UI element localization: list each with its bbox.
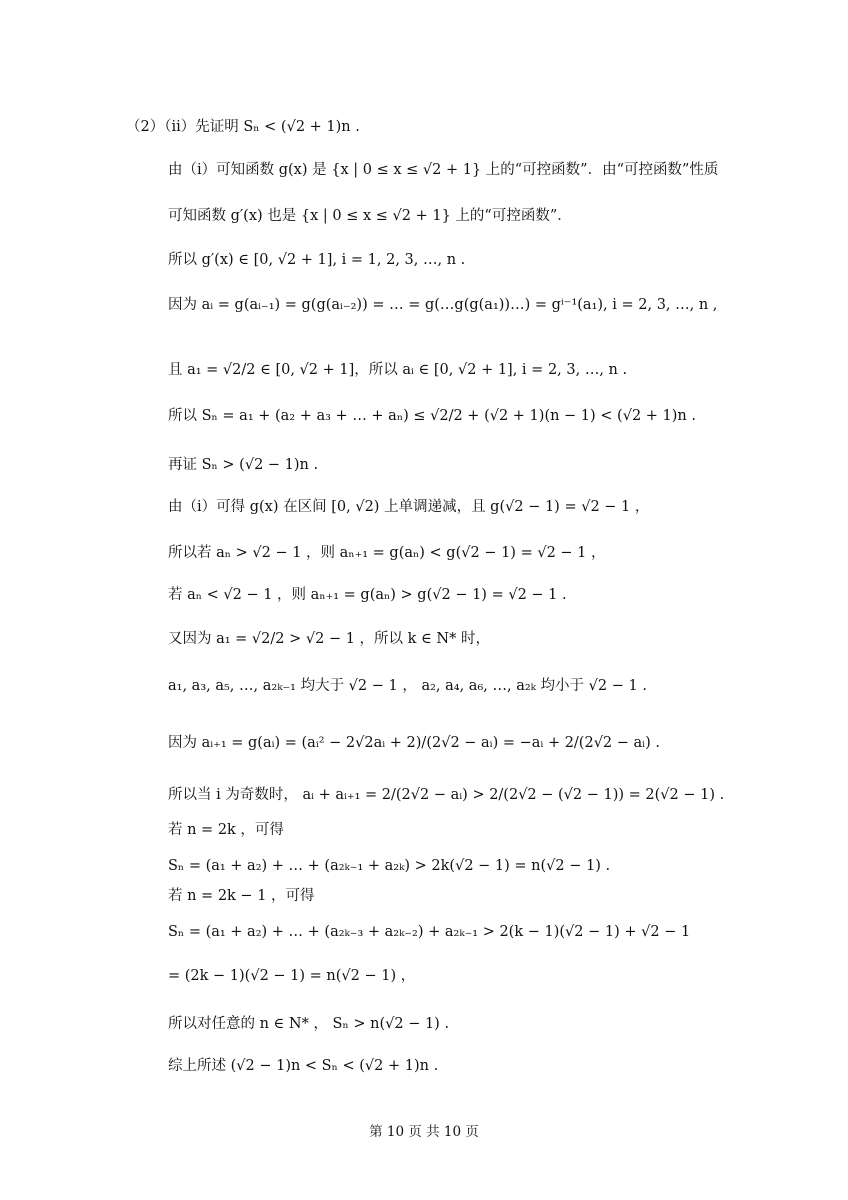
text-line: 因为 aᵢ₊₁ = g(aᵢ) = (aᵢ² − 2√2aᵢ + 2)/(2√2 − aᵢ) = −aᵢ + 2/(2√2 − aᵢ) . bbox=[168, 735, 660, 751]
text-line: 由（i）可知函数 g(x) 是 {x | 0 ≤ x ≤ √2 + 1} 上的“可控函数”．由“可控函数”性质 bbox=[168, 162, 719, 178]
text-line: Sₙ = (a₁ + a₂) + … + (a₂ₖ₋₁ + a₂ₖ) > 2k(√2 − 1) = n(√2 − 1) . bbox=[168, 858, 611, 874]
text-line: 所以对任意的 n ∈ N* ， Sₙ > n(√2 − 1) . bbox=[168, 1016, 450, 1032]
text-line: 所以当 i 为奇数时， aᵢ + aᵢ₊₁ = 2/(2√2 − aᵢ) > 2/(2√2 − (√2 − 1)) = 2(√2 − 1) . bbox=[168, 787, 725, 803]
text-line: 因为 aᵢ = g(aᵢ₋₁) = g(g(aᵢ₋₂)) = … = g(…g(g(a₁))…) = gⁱ⁻¹(a₁), i = 2, 3, …, n , bbox=[168, 297, 718, 313]
text-line: a₁, a₃, a₅, …, a₂ₖ₋₁ 均大于 √2 − 1 ， a₂, a₄, a₆, …, a₂ₖ 均小于 √2 − 1 . bbox=[168, 678, 647, 694]
text-line: 所以 g′(x) ∈ [0, √2 + 1], i = 1, 2, 3, …, n . bbox=[168, 252, 466, 268]
text-line: 可知函数 g′(x) 也是 {x | 0 ≤ x ≤ √2 + 1} 上的“可控函数”． bbox=[168, 208, 572, 224]
text-line: 若 aₙ < √2 − 1 ，则 aₙ₊₁ = g(aₙ) > g(√2 − 1) = √2 − 1 . bbox=[168, 587, 567, 603]
text-line: 所以若 aₙ > √2 − 1 ，则 aₙ₊₁ = g(aₙ) < g(√2 − 1) = √2 − 1 ， bbox=[168, 545, 606, 561]
part-heading: （2）（ii）先证明 Sₙ < (√2 + 1)n . bbox=[126, 119, 360, 135]
text-line: 且 a₁ = √2/2 ∈ [0, √2 + 1]，所以 aᵢ ∈ [0, √2 + 1], i = 2, 3, …, n . bbox=[168, 362, 628, 378]
text-line: 由（i）可得 g(x) 在区间 [0, √2) 上单调递减，且 g(√2 − 1) = √2 − 1 ， bbox=[168, 499, 650, 515]
text-line: 又因为 a₁ = √2/2 > √2 − 1 ，所以 k ∈ N* 时， bbox=[168, 631, 490, 647]
text-line: 若 n = 2k ，可得 bbox=[168, 822, 284, 838]
text-line: 若 n = 2k − 1 ，可得 bbox=[168, 888, 315, 904]
text-line: = (2k − 1)(√2 − 1) = n(√2 − 1) ， bbox=[168, 968, 416, 984]
text-line: 综上所述 (√2 − 1)n < Sₙ < (√2 + 1)n . bbox=[168, 1058, 439, 1074]
text-line: Sₙ = (a₁ + a₂) + … + (a₂ₖ₋₃ + a₂ₖ₋₂) + a₂ₖ₋₁ > 2(k − 1)(√2 − 1) + √2 − 1 bbox=[168, 924, 691, 940]
text-line: 再证 Sₙ > (√2 − 1)n . bbox=[168, 457, 319, 473]
text-line: 所以 Sₙ = a₁ + (a₂ + a₃ + … + aₙ) ≤ √2/2 + (√2 + 1)(n − 1) < (√2 + 1)n . bbox=[168, 408, 696, 424]
page-footer: 第 10 页 共 10 页 bbox=[369, 1124, 479, 1140]
